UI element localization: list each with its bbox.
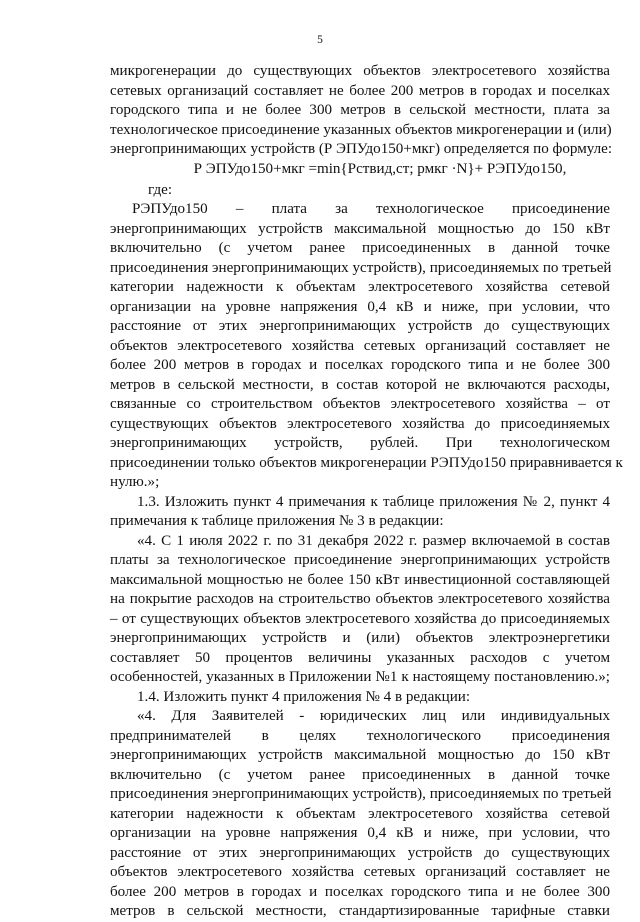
text-line: более 200 метров в городах и поселках городского типа и не более 300 bbox=[110, 357, 610, 373]
text-line: РЭПУдо150 – плата за технологическое присоединение bbox=[132, 201, 610, 217]
text-line: организации на уровне напряжения 0,4 кВ и ниже, при условии, что bbox=[110, 298, 610, 315]
text-line: объектов электросетевого хозяйства сетевых организаций составляет не bbox=[110, 864, 610, 880]
text-line: существующих объектов электросетевого хозяйства до присоединяемых bbox=[110, 415, 610, 432]
document-body bbox=[110, 62, 623, 922]
text-line: связанные со строительством объектов электросетевого хозяйства – от bbox=[110, 396, 610, 412]
text-line: метров в сельской местности, в состав которой не включаются расходы, bbox=[110, 376, 610, 393]
text-line: максимальной мощностью не более 150 кВт инвестиционной составляющей bbox=[110, 571, 610, 588]
text-line: составляет 50 процентов величины указанных расходов с учетом bbox=[110, 649, 610, 666]
text-line: категории надежности к объектам электросетевого хозяйства сетевой bbox=[110, 805, 610, 822]
text-line: примечания к таблице приложения № 3 в редакции: bbox=[110, 513, 444, 529]
text-line: включительно (с учетом ранее присоединенных в данной точке bbox=[110, 766, 610, 783]
text-line: платы за технологическое присоединение энергопринимающих устройств bbox=[110, 552, 610, 568]
text-line: более 200 метров в городах и поселках городского типа и не более 300 bbox=[110, 883, 610, 900]
text-line: энергопринимающих устройств (Р ЭПУдо150+мкг) определяется по формуле: bbox=[110, 141, 613, 157]
text-line: присоединения энергопринимающих устройств), присоединяемых по третьей bbox=[110, 259, 612, 276]
formula-line: Р ЭПУдо150+мкг =min{Рствид,ст; рмкг ·N}+ РЭПУдо150, bbox=[193, 160, 567, 177]
text-line: микрогенерации до существующих объектов электросетевого хозяйства bbox=[110, 63, 610, 79]
text-line: включительно (с учетом ранее присоединенных в данной точке bbox=[110, 240, 610, 256]
text-line: энергопринимающих устройств максимальной мощностью до 150 кВт bbox=[110, 747, 610, 763]
text-line: технологическое присоединение указанных объектов микрогенерации и (или) bbox=[110, 121, 612, 138]
text-line: объектов электросетевого хозяйства сетевых организаций составляет не bbox=[110, 337, 610, 354]
text-line: 1.4. Изложить пункт 4 приложения № 4 в редакции: bbox=[137, 688, 471, 705]
text-line: городского типа и не более 300 метров в сельской местности, плата за bbox=[110, 102, 610, 118]
text-line: энергопринимающих устройств и (или) объектов электроэнергетики bbox=[110, 630, 610, 646]
text-line: 1.3. Изложить пункт 4 примечания к таблице приложения № 2, пункт 4 bbox=[137, 493, 610, 510]
text-line: «4. Для Заявителей - юридических лиц или индивидуальных bbox=[137, 708, 610, 724]
text-line: присоединения энергопринимающих устройств), присоединяемых по третьей bbox=[110, 786, 612, 802]
text-line: особенностей, указанных в Приложении №1 к настоящему постановлению.»; bbox=[110, 669, 610, 685]
text-line: – от существующих объектов электросетевого хозяйства до присоединяемых bbox=[110, 610, 610, 627]
page-number: 5 bbox=[317, 34, 323, 46]
text-line: сетевых организаций составляет не более 200 метров в городах и поселках bbox=[110, 82, 610, 99]
text-line: организации на уровне напряжения 0,4 кВ и ниже, при условии, что bbox=[110, 825, 610, 841]
text-line: категории надежности к объектам электросетевого хозяйства сетевой bbox=[110, 279, 610, 295]
text-line: энергопринимающих устройств максимальной мощностью до 150 кВт bbox=[110, 220, 610, 237]
text-line: на покрытие расходов на строительство объектов электросетевого хозяйства bbox=[110, 591, 610, 607]
text-line: метров в сельской местности, стандартизированные тарифные ставки bbox=[110, 903, 610, 919]
text-line: присоединении только объектов микрогенерации РЭПУдо150 приравнивается к bbox=[110, 454, 623, 471]
text-line: расстояние от этих энергопринимающих устройств до существующих bbox=[110, 318, 610, 334]
text-line: «4. С 1 июля 2022 г. по 31 декабря 2022 г. размер включаемой в состав bbox=[137, 532, 610, 549]
text-line: расстояние от этих энергопринимающих устройств до существующих bbox=[110, 844, 610, 861]
text-line: где: bbox=[148, 181, 173, 198]
text-line: предпринимателей в целях технологического присоединения bbox=[110, 727, 610, 744]
text-line: энергопринимающих устройств, рублей. При технологическом bbox=[110, 435, 610, 451]
text-line: нулю.»; bbox=[110, 474, 160, 490]
